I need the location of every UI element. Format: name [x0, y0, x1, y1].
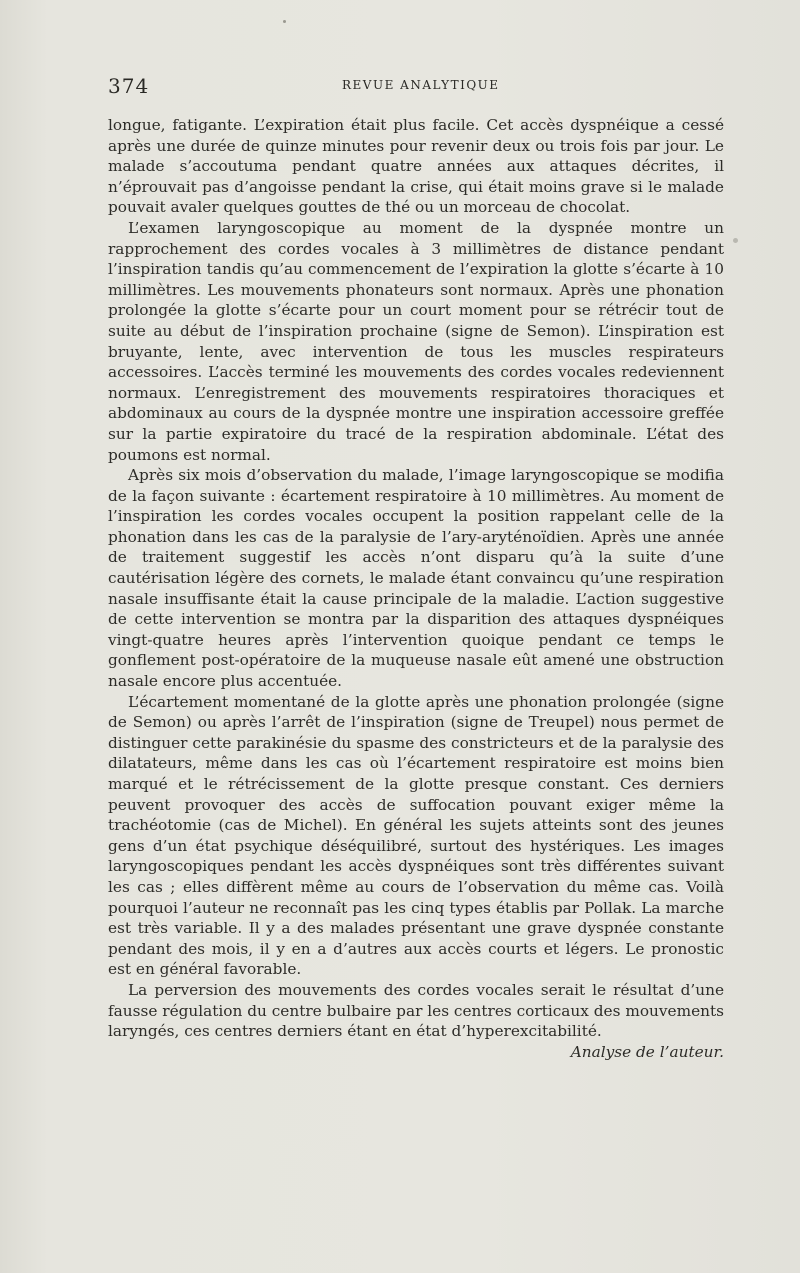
running-head [108, 74, 722, 100]
page-number: 374 [108, 74, 150, 98]
article-body [108, 115, 724, 1062]
paragraph-laryngoscopy: L’examen laryngoscopique au moment de la dyspnée montre un rapprochement des cordes vocales à 3 millimètres de distance pendant l’inspiration tandis qu’au commencement de l’expiration la glotte s’écarte à 10 millimètres. Les mouvements phonateurs sont normaux. Après une phonation prolongée la glotte s’écarte pour un court moment pour se rétrécir tout de suite au début de l’inspiration prochaine (signe de Semon). L’inspiration est bruyante, lente, avec intervention de tous les muscles respirateurs accessoires. L’accès terminé les mouvements des cordes vocales redeviennent normaux. L’enregistrement des mouvements respiratoires thoraciques et abdominaux au cours de la dyspnée montre une inspiration accessoire greffée sur la partie expiratoire du tracé de la respiration abdominale. L’état des poumons est normal. [108, 218, 724, 464]
paragraph-diagnosis: L’écartement momentané de la glotte après une phonation prolongée (signe de Semon) ou après l’arrêt de l’inspiration (signe de Treupel) nous permet de distinguer cette parakinésie du spasme des constricteurs et de la paralysie des dilatateurs, même dans les cas où l’écartement respiratoire est moins bien marqué et le rétrécissement de la glotte presque constant. Ces derniers peuvent provoquer des accès de suffocation pouvant exiger même la trachéotomie (cas de Michel). En général les sujets atteints sont des jeunes gens d’un état psychique déséquilibré, surtout des hystériques. Les images laryngoscopiques pendant les accès dyspnéiques sont très différentes suivant les cas ; elles diffèrent même au cours de l’observation du même cas. Voilà pourquoi l’auteur ne reconnaît pas les cinq types établis par Pollak. La marche est très variable. Il y a des malades présentant une grave dyspnée constante pendant des mois, il y en a d’autres aux accès courts et légers. Le pronostic est en général favorable. [108, 692, 724, 979]
conclusion-text: La perversion des mouvements des cordes vocales serait le résultat d’une fausse régulation du centre bulbaire par les centres corticaux des mouvements laryngés, ces centres derniers étant en état d’hyperexcitabilité. [108, 980, 724, 1041]
journal-title: REVUE ANALYTIQUE [342, 78, 500, 92]
paper-speck [733, 238, 738, 243]
paper-speck [283, 20, 286, 23]
author-signature: Analyse de l’auteur. [570, 1042, 724, 1061]
paragraph-observation: Après six mois d’observation du malade, l’image laryngoscopique se modifia de la façon suivante : écartement respiratoire à 10 millimètres. Au moment de l’inspiration les cordes vocales occupent la position rappelant celle de la phonation dans les cas de la paralysie de l’ary-aryténoïdien. Après une année de traitement suggestif les accès n’ont disparu qu’à la suite d’une cautérisation légère des cornets, le malade étant convaincu qu’une respiration nasale insuffisante était la cause principale de la maladie. L’action suggestive de cette intervention se montra par la disparition des attaques dyspnéiques vingt-quatre heures après l’intervention quoique pendant ce temps le gonflement post-opératoire de la muqueuse nasale eût amené une obstruction nasale encore plus accentuée. [108, 466, 724, 691]
paragraph-conclusion [108, 980, 724, 1061]
paragraph-continuation: longue, fatigante. L’expiration était plus facile. Cet accès dyspnéique a cessé après une durée de quinze minutes pour revenir deux ou trois fois par jour. Le malade s’accoutuma pendant quatre années aux attaques décrites, il n’éprouvait pas d’angoisse pendant la crise, qui était moins grave si le malade pouvait avaler quelques gouttes de thé ou un morceau de chocolat. [108, 116, 724, 217]
